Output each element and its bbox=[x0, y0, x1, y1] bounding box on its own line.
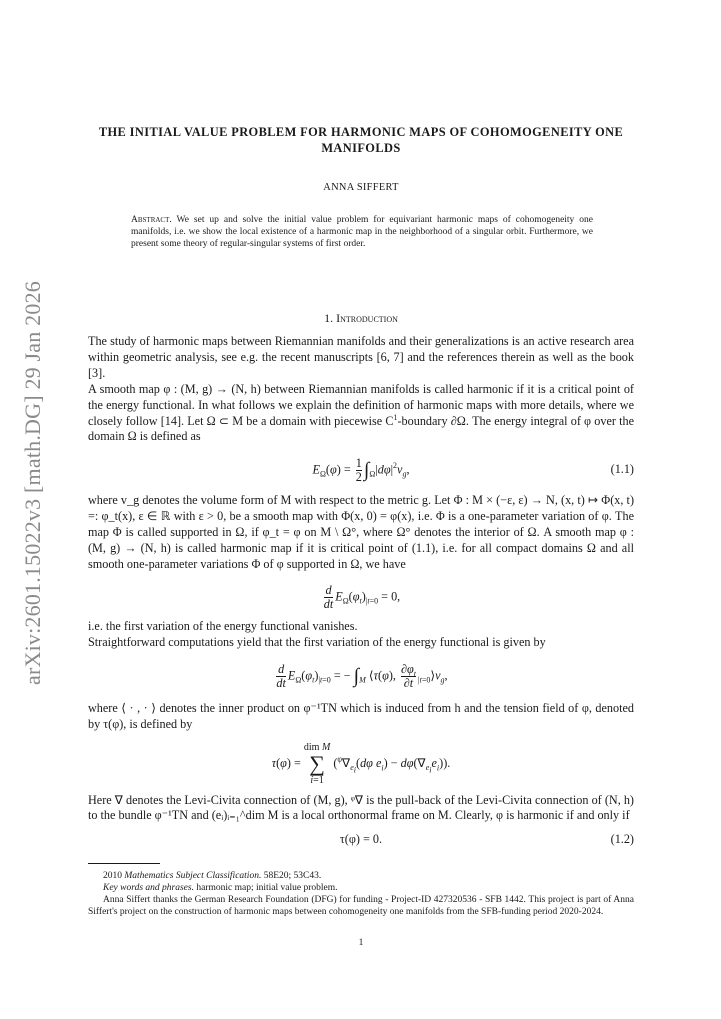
paper-title: THE INITIAL VALUE PROBLEM FOR HARMONIC MAPS OF COHOMOGENEITY ONE MANIFOLDS bbox=[98, 125, 624, 155]
footnote-rule bbox=[88, 863, 160, 864]
equation-first-variation-formula: $\frac{d}{dt}$ $E_\Omega(\varphi_t)_{|t=0}$ = − $\int_M$ ⟨τ(φ), $\frac{\partial\varphi_t}{\partial t}$ $_{|t=0}⟩v_g$, bbox=[276, 662, 448, 691]
paragraph-4: i.e. the first variation of the energy functional vanishes. bbox=[88, 618, 358, 633]
harmonic-condition: τ(φ) = 0. bbox=[339, 832, 383, 847]
first-variation-rhs: = 0, bbox=[381, 588, 401, 603]
page-number: 1 bbox=[358, 938, 364, 948]
equation-first-variation: $\frac{d}{dt}$ $E_\Omega(\varphi_t)_{|t=0} = 0$, bbox=[323, 582, 401, 611]
msc-codes: 58E20; 53C43. bbox=[263, 871, 322, 881]
arxiv-side-stamp bbox=[18, 280, 48, 685]
abstract bbox=[131, 214, 593, 250]
paragraph-2-part-a: A smooth map φ : (M, g) → (N, h) between Riemannian manifolds is called harmonic if it is a critical point of the energy functional. In what follows we explain the definition of harmonic maps with more details, where we closely follow [14]. Let Ω ⊂ M be a domain with piecewise C bbox=[88, 381, 634, 428]
msc-label: Mathematics Subject Classification. bbox=[124, 871, 262, 881]
paragraph-6: where ⟨ · , · ⟩ denotes the inner product on φ⁻¹TN which is induced from h and the tension field of φ, denoted by τ(φ), is defined by bbox=[88, 700, 634, 731]
keywords-text: harmonic map; initial value problem. bbox=[196, 883, 338, 893]
equation-number-1-1: (1.1) bbox=[610, 462, 634, 477]
keywords-label: Key words and phrases. bbox=[103, 883, 194, 893]
paragraph-2-part-b: -boundary ∂Ω. The energy integral of φ over the domain Ω is defined as bbox=[88, 413, 634, 444]
section-body bbox=[88, 334, 634, 854]
section-title: Introduction bbox=[336, 311, 398, 325]
section-number: 1. bbox=[324, 311, 334, 325]
msc-year: 2010 bbox=[103, 871, 122, 881]
arxiv-identifier: arXiv:2601.15022v3 [math.DG] 29 Jan 2026 bbox=[20, 280, 46, 685]
equation-tension-field: τ(φ) = dim M ∑ i=1 ($^\varphi\nabla_{e_i}(d\varphi$ $e_i) - d\varphi(\nabla_{e_i}e_i)$). bbox=[271, 741, 451, 786]
footnote-keywords bbox=[88, 882, 634, 894]
equation-1-2 bbox=[88, 828, 634, 850]
equation-number-1-2: (1.2) bbox=[610, 832, 634, 847]
footnote-msc bbox=[88, 870, 634, 882]
paragraph-2: A smooth map φ : (M, g) → (N, h) between Riemannian manifolds is called harmonic if it is a critical point of the energy functional. In what follows we explain the definition of harmonic maps with more details, where we closely follow [14]. Let Ω ⊂ M be a domain with piecewise $C^1$-boundary ∂Ω. The energy integral of φ over the domain Ω is defined as bbox=[88, 381, 634, 444]
equation-1-1: $E_\Omega(\varphi)$ = $\frac{1}{2}$ $\int_\Omega|d\varphi|^2v_g$, (1.1) bbox=[88, 449, 634, 489]
eq1-lhs: E bbox=[312, 462, 320, 477]
abstract-label: Abstract. bbox=[131, 215, 172, 225]
footnotes bbox=[88, 870, 634, 918]
section-heading bbox=[88, 311, 634, 327]
paper-author: ANNA SIFFERT bbox=[323, 182, 399, 193]
abstract-text: We set up and solve the initial value problem for equivariant harmonic maps of cohomogeneity one manifolds, i.e. we show the local existence of a harmonic map in the neighborhood of a singular orbit. Furthermore, we present some theory of regular-singular systems of first order. bbox=[131, 215, 593, 250]
footnote-funding: Anna Siffert thanks the German Research Foundation (DFG) for funding - Project-ID 427320536 - SFB 1442. This project is part of Anna Siffert's project on the construction of harmonic maps between cohomogeneity one manifolds from the SFB-funding period 2020-2024. bbox=[88, 895, 634, 917]
paragraph-3: where v_g denotes the volume form of M with respect to the metric g. Let Φ : M × (−ε, ε) → N, (x, t) ↦ Φ(x, t) =: φ_t(x), ε ∈ ℝ with ε > 0, be a smooth map with Φ(x, 0) = φ(x), i.e. Φ is a one-parameter variation of φ. The map Φ is called supported in Ω, if φ_t = φ on M \ Ω°, where Ω° denotes the interior of Ω. A smooth map φ : (M, g) → (N, h) is called harmonic map if it is critical point of (1.1), i.e. for all compact domains Ω and all smooth one-parameter variations Φ of φ supported in Ω, we have bbox=[88, 493, 634, 571]
paragraph-5: Straightforward computations yield that the first variation of the energy functional is given by bbox=[88, 634, 546, 649]
paragraph-1: The study of harmonic maps between Riemannian manifolds and their generalizations is an active research area within geometric analysis, see e.g. the recent manuscripts [6, 7] and the references therein as well as the book [3]. bbox=[88, 334, 634, 380]
paragraph-7: Here ∇ denotes the Levi-Civita connection of (M, g), ᵠ∇ is the pull-back of the Levi-Civita connection of (N, h) to the bundle φ⁻¹TN and (eᵢ)ᵢ₌₁^dim M is a local orthonormal frame on M. Clearly, φ is harmonic if and only if bbox=[88, 792, 634, 823]
